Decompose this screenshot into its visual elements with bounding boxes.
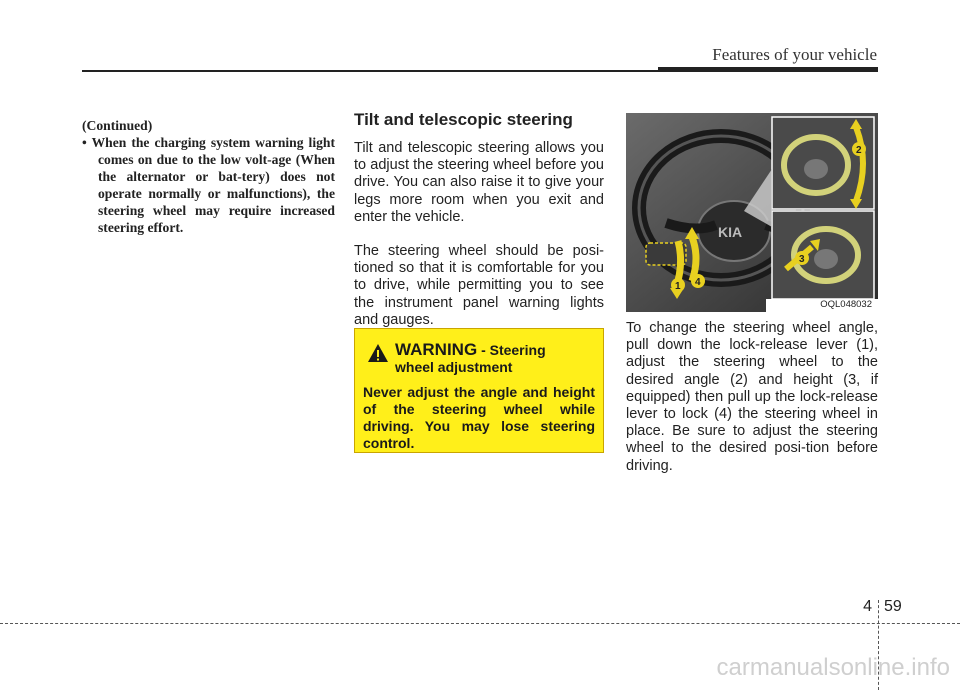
steering-wheel-illustration <box>626 113 878 312</box>
lever-arrow-up <box>692 237 696 281</box>
warning-subtitle: - Steering <box>481 342 546 358</box>
section-heading: Tilt and telescopic steering <box>354 110 573 129</box>
bullet-item <box>82 134 335 236</box>
steering-wheel-figure <box>626 113 878 312</box>
bullet-text: When the charging system warning light comes on due to the low volt-age (When the alternator or bat-tery) does not operate normally or malfunctions), the steering wheel may require increased steering effort. <box>91 135 335 235</box>
warning-subtitle-line2: wheel adjustment <box>395 359 513 375</box>
column-left <box>82 117 335 236</box>
paragraph-adjust-steps: To change the steering wheel angle, pull down the lock-release lever (1), adjust the steering wheel to the desired angle (2) and height (3, if equipped) then pull up the lock-release lever to lock (4) the steering wheel in place. Be sure to adjust the steering wheel to the desired posi-tion before driving. <box>626 320 878 474</box>
page-number: 59 <box>884 598 902 615</box>
column-middle <box>354 110 604 346</box>
paragraph-position: The steering wheel should be posi-tioned so that it is comfortable for you to drive, while permitting you to see the instrument panel warning lights and gauges. <box>354 243 604 328</box>
figure-code: OQL048032 <box>820 299 872 310</box>
warning-title: WARNING <box>395 340 478 359</box>
warning-body: Never adjust the angle and height of the steering wheel while driving. You may lose steering control. <box>363 384 595 451</box>
chapter-number: 4 <box>863 598 872 615</box>
page-header-title: Features of your vehicle <box>712 45 877 64</box>
header-rule-accent <box>658 67 878 72</box>
bullet-mark: • <box>82 135 87 150</box>
warning-box <box>354 328 604 453</box>
label-1: 1 <box>675 281 681 292</box>
warning-triangle-icon <box>367 343 389 363</box>
svg-text:KIA: KIA <box>718 224 743 240</box>
label-2: 2 <box>856 145 862 156</box>
paragraph-intro: Tilt and telescopic steering allows you to adjust the steering wheel before you drive. You can also raise it to give your legs more room when you exit and enter the vehicle. <box>354 140 604 225</box>
continued-label: (Continued) <box>82 118 153 133</box>
label-3: 3 <box>799 254 805 265</box>
warning-header <box>363 341 595 379</box>
label-4: 4 <box>695 277 701 288</box>
column-right <box>626 320 878 475</box>
watermark: carmanualsonline.info <box>716 654 950 681</box>
footer-rule <box>0 623 960 624</box>
